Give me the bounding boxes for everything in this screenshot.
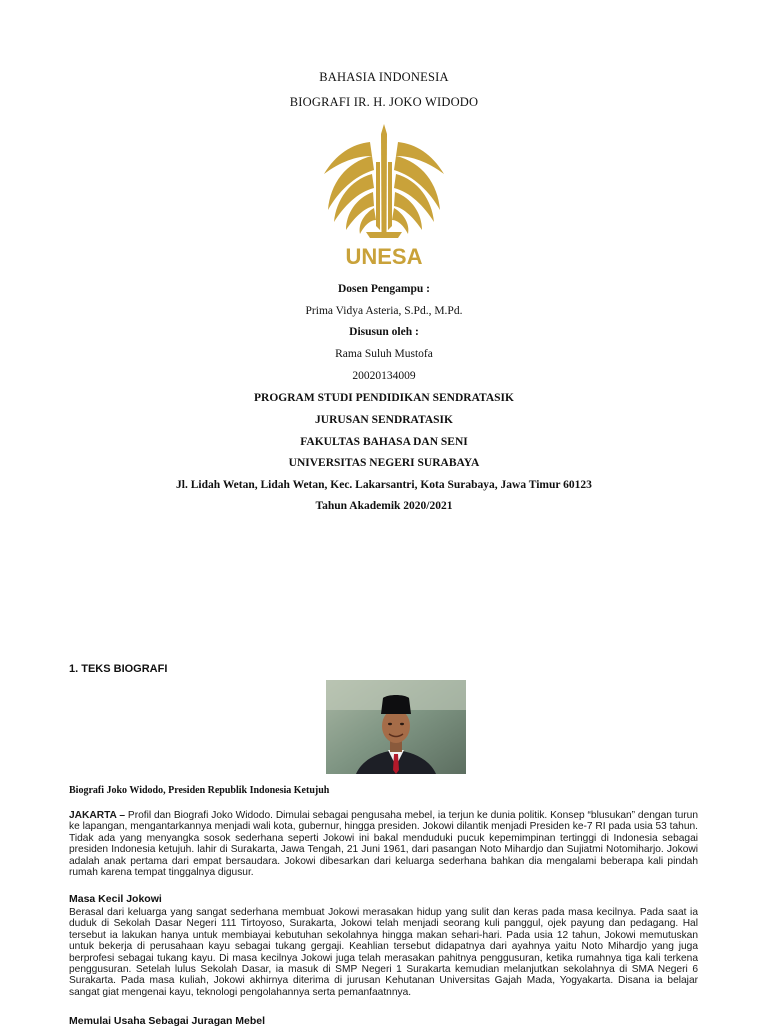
portrait-image [326, 680, 466, 774]
unesa-logo [316, 122, 452, 270]
masa-kecil-paragraph: Berasal dari keluarga yang sangat sederhana membuat Jokowi merasakan hidup yang sulit dan keras pada masa kecilnya. Pada saat ia duduk di Sekolah Dasar Negeri 111 Tirtoyoso, Surakarta, Jokowi telah menjadi seorang kuli panggul, ojek payung dan pedagang. Hal tersebut ia lakukan hanya untuk membiayai kebutuhan sekolahnya hingga makan sehari-hari. Pada usia 12 tahun, Jokowi memutuskan untuk bekerja di perusahaan kayu sebagai tukang gergaji. Keahlian tersebut didapatnya dari ayahnya yaitu Noto Mihardjo yang juga berprofesi sebagai tukang kayu. Di masa kecilnya Jokowi juga telah merasakan pahitnya penggusuran, ketika rumahnya tiga kali terkena penggusuran. Setelah lulus Sekolah Dasar, ia masuk di SMP Negeri 1 Surakarta kemudian melanjutkan sekolahnya di SMA Negeri 6 Surakarta. Pada masa kuliah, Jokowi akhirnya diterima di jurusan Kehutanan Universitas Gajah Mada, Yogyakarta. Disana ia belajar sangat giat mengenai kayu, teknologi pengolahannya serta pemanfaatnnya. [69, 907, 698, 998]
lecturer-name: Prima Vidya Asteria, S.Pd., M.Pd. [305, 305, 463, 317]
intro-paragraph [69, 810, 698, 878]
faculty-name: FAKULTAS BAHASA DAN SENI [300, 436, 468, 448]
university-address: Jl. Lidah Wetan, Lidah Wetan, Kec. Lakarsantri, Kota Surabaya, Jawa Timur 60123 [176, 479, 592, 491]
author-name: Rama Suluh Mustofa [335, 348, 433, 360]
course-title: BAHASIA INDONESIA [319, 70, 449, 84]
lecturer-label: Dosen Pengampu : [337, 283, 430, 295]
section-heading: 1. TEKS BIOGRAFI [69, 663, 168, 675]
author-label: Disusun oleh : [349, 326, 419, 338]
unesa-emblem [324, 124, 444, 238]
document-title: BIOGRAFI IR. H. JOKO WIDODO [289, 95, 479, 109]
president-photo [326, 680, 466, 774]
academic-year: Tahun Akademik 2020/2021 [315, 500, 453, 512]
department-name: JURUSAN SENDRATASIK [315, 414, 453, 426]
subheading-masa-kecil: Masa Kecil Jokowi [69, 893, 162, 905]
dateline: JAKARTA – [69, 810, 126, 821]
subheading-usaha-mebel: Memulai Usaha Sebagai Juragan Mebel [69, 1015, 266, 1027]
university-name: UNIVERSITAS NEGERI SURABAYA [288, 457, 480, 469]
photo-caption: Biografi Joko Widodo, Presiden Republik Indonesia Ketujuh [69, 785, 330, 796]
program-name: PROGRAM STUDI PENDIDIKAN SENDRATASIK [254, 392, 514, 404]
intro-text: Profil dan Biografi Joko Widodo. Dimulai sebagai pengusaha mebel, ia terjun ke dunia politik. Konsep “blusukan” dengan turun ke lapangan, mengantarkannya menjadi wali kota, gubernur, hingga presiden. Jokowi dilantik menjadi Presiden ke-7 RI pada usia 53 tahun. Tidak ada yang menyangka sosok sederhana seperti Jokowi ini bakal menduduki pucuk kepemimpinan tertinggi di Indonesia sebagai presiden Indonesia ketujuh. lahir di Surakarta, Jawa Tengah, 21 Juni 1961, dari pasangan Noto Mihardjo dan Sujiatmi Notomiharjo. Jokowi adalah anak pertama dari empat bersaudara. Jokowi dibesarkan dari keluarga sederhana bahkan dia mengalami beberapa kali pindah rumah karena tempat tinggalnya digusur. [69, 810, 698, 879]
logo-text: UNESA [345, 244, 423, 269]
student-id: 20020134009 [352, 370, 416, 382]
